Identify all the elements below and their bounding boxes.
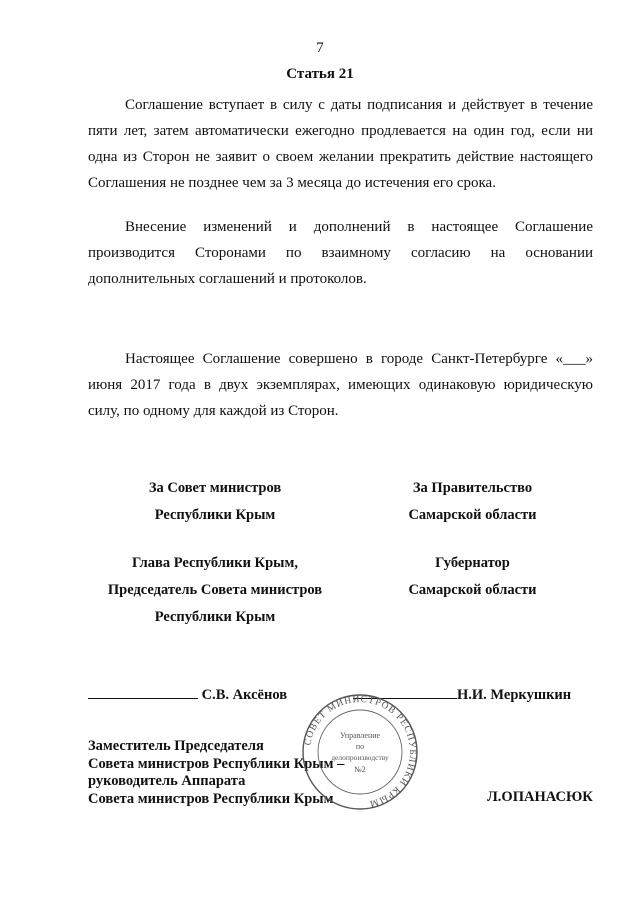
deputy-line2: Совета министров Республики Крым – xyxy=(88,755,345,772)
right-party-block xyxy=(350,475,595,529)
left-party-line2: Республики Крым xyxy=(154,507,276,523)
paragraph-amendments: Внесение изменений и дополнений в настоящее Соглашение производится Сторонами по взаимному согласию на основании дополнительных соглашений и протоколов. xyxy=(88,219,593,287)
right-party-line2: Самарской области xyxy=(408,507,537,523)
right-signatory-name: Н.И. Меркушкин xyxy=(457,687,572,703)
left-title-line3: Республики Крым xyxy=(154,609,276,625)
left-party-line1: За Совет министров xyxy=(148,480,282,496)
left-title-block xyxy=(70,550,360,631)
official-seal xyxy=(300,692,420,812)
seal-outer-text: СОВЕТ МИНИСТРОВ РЕСПУБЛИКИ КРЫМ xyxy=(303,694,418,809)
page-number: 7 xyxy=(316,40,324,56)
right-title-line1: Губернатор xyxy=(435,555,510,571)
seal-center-line4: №2 xyxy=(354,765,366,774)
left-party-block xyxy=(70,475,360,529)
deputy-line1: Заместитель Председателя xyxy=(88,738,264,754)
right-title-block xyxy=(350,550,595,604)
article-heading: Статья 21 xyxy=(286,66,354,82)
paragraph-entry-into-force: Соглашение вступает в силу с даты подписания и действует в течение пяти лет, затем автоматически ежегодно продлевается на один год, если ни одна из Сторон не заявит о своем желании прекратить действие настоящего Соглашения не позднее чем за 3 месяца до истечения его срока. xyxy=(88,97,593,191)
left-signature-underline xyxy=(88,684,198,699)
deputy-line3: руководитель Аппарата xyxy=(88,773,246,789)
left-title-line1: Глава Республики Крым, xyxy=(132,555,298,571)
left-title-line2: Председатель Совета министров xyxy=(107,582,323,598)
seal-center-line1: Управление xyxy=(339,731,381,740)
left-signature-line xyxy=(88,684,287,704)
deputy-name: Л.ОПАНАСЮК xyxy=(487,789,593,805)
right-party-line1: За Правительство xyxy=(412,480,533,496)
seal-center-line2: по xyxy=(355,742,365,751)
deputy-line4: Совета министров Республики Крым xyxy=(88,790,334,807)
left-signatory-name: С.В. Аксёнов xyxy=(201,687,288,703)
seal-center-line3: делопроизводству xyxy=(331,753,389,762)
paragraph-execution: Настоящее Соглашение совершено в городе Санкт-Петербурге «___» июня 2017 года в двух экземплярах, имеющих одинаковую юридическую силу, по одному для каждой из Сторон. xyxy=(88,351,593,419)
right-title-line2: Самарской области xyxy=(408,582,537,598)
